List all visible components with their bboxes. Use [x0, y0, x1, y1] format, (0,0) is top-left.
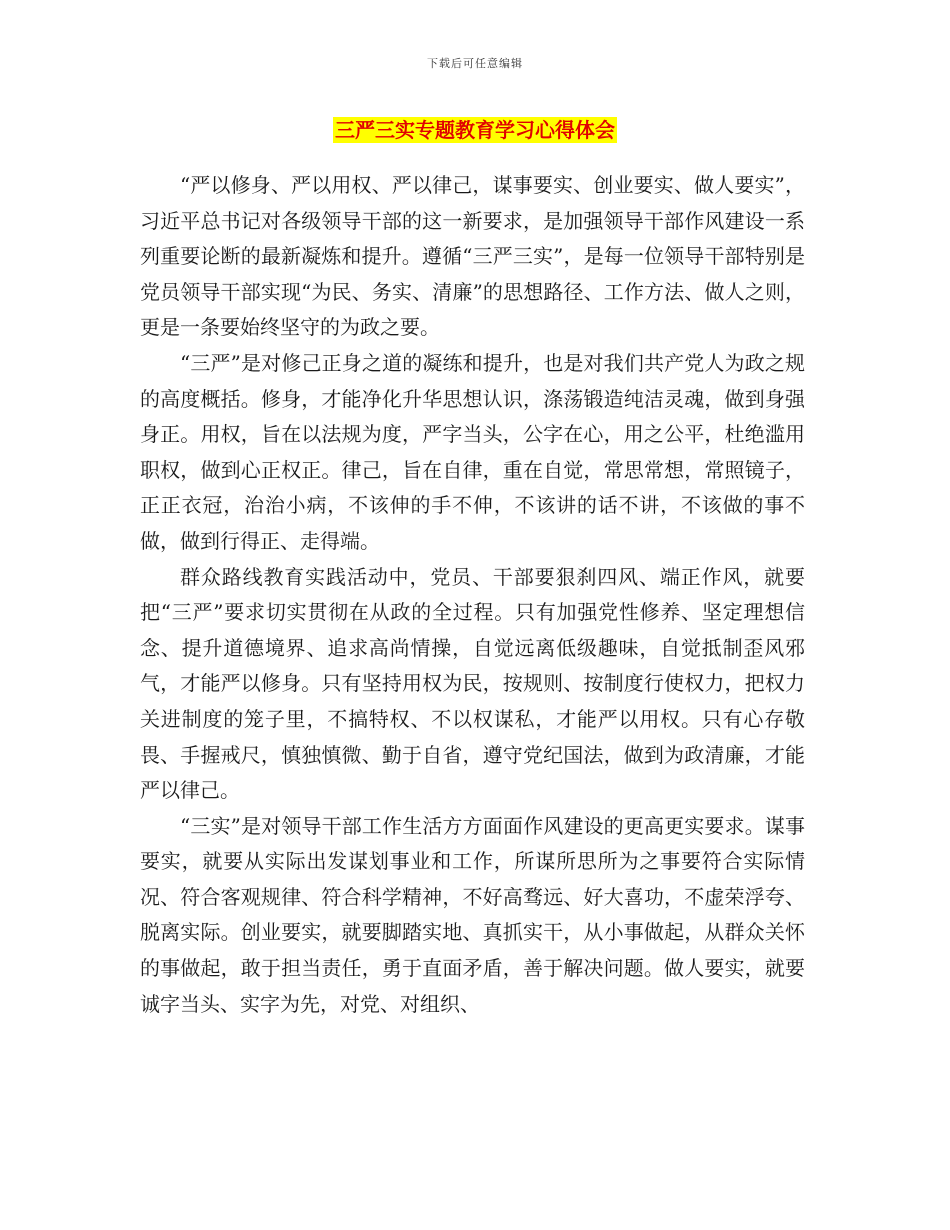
- document-title-text: 三严三实专题教育学习心得体会: [335, 118, 615, 142]
- document-title: [0, 114, 950, 143]
- paragraph: “严以修身、严以用权、严以律己，谋事要实、创业要实、做人要实”，习近平总书记对各级领导干部的这一新要求，是加强领导干部作风建设一系列重要论断的最新凝炼和提升。遵循“三严三实”，是每一位领导干部特别是党员领导干部实现“为民、务实、清廉”的思想路径、工作方法、做人之则，更是一条要始终坚守的为政之要。: [140, 173, 805, 340]
- paragraph: 群众路线教育实践活动中，党员、干部要狠刹四风、端正作风，就要把“三严”要求切实贯彻在从政的全过程。只有加强党性修养、坚定理想信念、提升道德境界、追求高尚情操，自觉远离低级趣味，自觉抵制歪风邪气，才能严以修身。只有坚持用权为民，按规则、按制度行使权力，把权力关进制度的笼子里，不搞特权、不以权谋私，才能严以用权。只有心存敬畏、手握戒尺，慎独慎微、勤于自省，遵守党纪国法，做到为政清廉，才能严以律己。: [140, 564, 805, 803]
- paragraph: “三严”是对修己正身之道的凝练和提升，也是对我们共产党人为政之规的高度概括。修身，才能净化升华思想认识，涤荡锻造纯洁灵魂，做到身强身正。用权，旨在以法规为度，严字当头，公字在心，用之公平，杜绝滥用职权，做到心正权正。律己，旨在自律，重在自觉，常思常想，常照镜子，正正衣冠，治治小病，不该伸的手不伸，不该讲的话不讲，不该做的事不做，做到行得正、走得端。: [140, 350, 805, 553]
- header-note: 下载后可任意编辑: [427, 57, 523, 70]
- paragraph: “三实”是对领导干部工作生活方方面面作风建设的更高更实要求。谋事要实，就要从实际出发谋划事业和工作，所谋所思所为之事要符合实际情况、符合客观规律、符合科学精神，不好高骛远、好大喜功，不虚荣浮夸、脱离实际。创业要实，就要脚踏实地、真抓实干，从小事做起，从群众关怀的事做起，敢于担当责任，勇于直面矛盾，善于解决问题。做人要实，就要诚字当头、实字为先，对党、对组织、: [140, 813, 805, 1016]
- document-body: [140, 168, 805, 1022]
